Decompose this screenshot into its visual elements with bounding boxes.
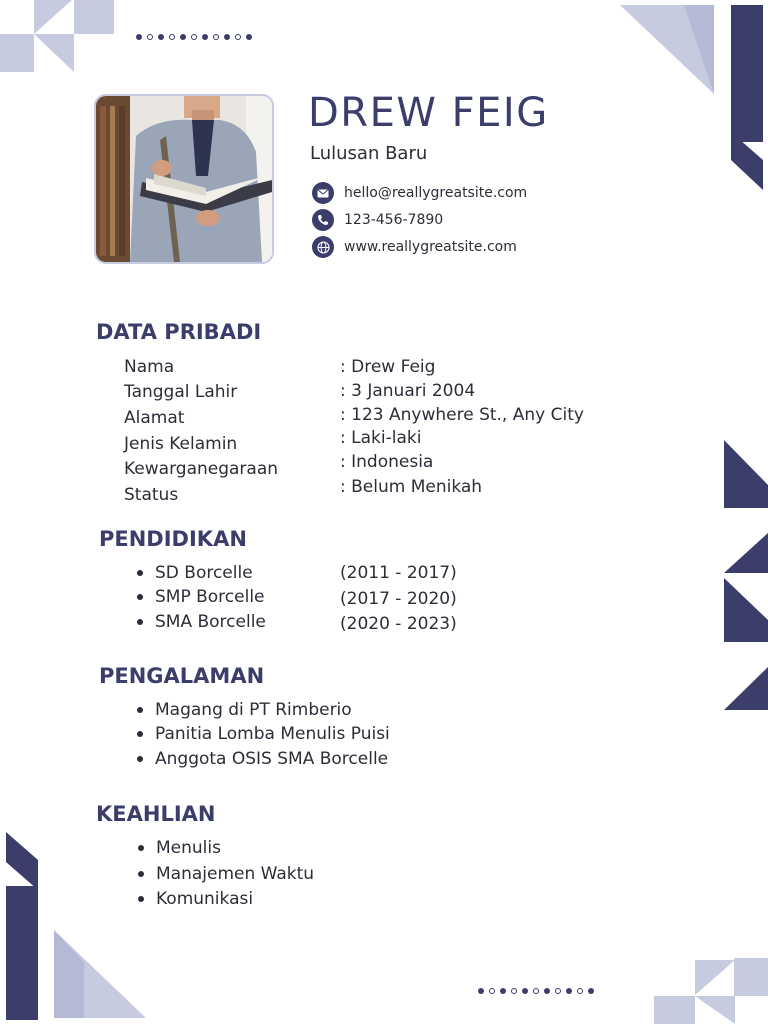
contact-phone-text: 123-456-7890 (344, 212, 444, 228)
contact-email[interactable] (312, 182, 527, 204)
contact-website[interactable] (312, 236, 517, 258)
section-heading-personal: DATA PRIBADI (96, 320, 262, 344)
phone-icon (312, 209, 334, 231)
personal-label: Status (124, 485, 179, 505)
education-years: (2020 - 2023) (340, 614, 457, 634)
personal-value: : Laki-laki (340, 428, 422, 448)
profile-photo (94, 94, 274, 264)
skill-item (138, 889, 253, 909)
section-heading-experience: PENGALAMAN (99, 664, 265, 688)
personal-value: : Indonesia (340, 452, 434, 472)
job-title: Lulusan Baru (310, 143, 428, 164)
personal-label: Alamat (124, 408, 185, 428)
education-years: (2011 - 2017) (340, 563, 457, 583)
contact-website-text: www.reallygreatsite.com (344, 239, 517, 255)
education-school: SMP Borcelle (155, 587, 265, 607)
education-item (137, 612, 266, 632)
personal-label: Kewarganegaraan (124, 459, 279, 479)
education-item (137, 587, 265, 607)
personal-value: : 3 Januari 2004 (340, 381, 476, 401)
personal-value: : 123 Anywhere St., Any City (340, 405, 584, 425)
experience-text: Anggota OSIS SMA Borcelle (155, 749, 389, 769)
contact-email-text: hello@reallygreatsite.com (344, 185, 528, 201)
contact-phone[interactable] (312, 209, 443, 231)
education-item (137, 563, 253, 583)
personal-value: : Drew Feig (340, 357, 436, 377)
experience-item (137, 700, 352, 720)
globe-icon (312, 236, 334, 258)
section-heading-education: PENDIDIKAN (99, 527, 247, 551)
personal-value: : Belum Menikah (340, 477, 483, 497)
skill-text: Menulis (156, 838, 221, 858)
personal-label: Nama (124, 357, 175, 377)
top-dot-row (136, 34, 252, 40)
skill-item (138, 864, 314, 884)
mail-icon (312, 182, 334, 204)
full-name: DREW FEIG (308, 90, 549, 136)
experience-item (137, 724, 390, 744)
skill-text: Komunikasi (156, 889, 254, 909)
education-school: SMA Borcelle (155, 612, 266, 632)
education-years: (2017 - 2020) (340, 589, 457, 609)
section-heading-skills: KEAHLIAN (96, 802, 216, 826)
skill-item (138, 838, 221, 858)
bottom-dot-row (478, 988, 594, 994)
experience-text: Magang di PT Rimberio (155, 700, 352, 720)
personal-label: Jenis Kelamin (124, 434, 238, 454)
experience-item (137, 749, 388, 769)
personal-label: Tanggal Lahir (124, 382, 238, 402)
education-school: SD Borcelle (155, 563, 253, 583)
skill-text: Manajemen Waktu (156, 864, 315, 884)
experience-text: Panitia Lomba Menulis Puisi (155, 724, 390, 744)
